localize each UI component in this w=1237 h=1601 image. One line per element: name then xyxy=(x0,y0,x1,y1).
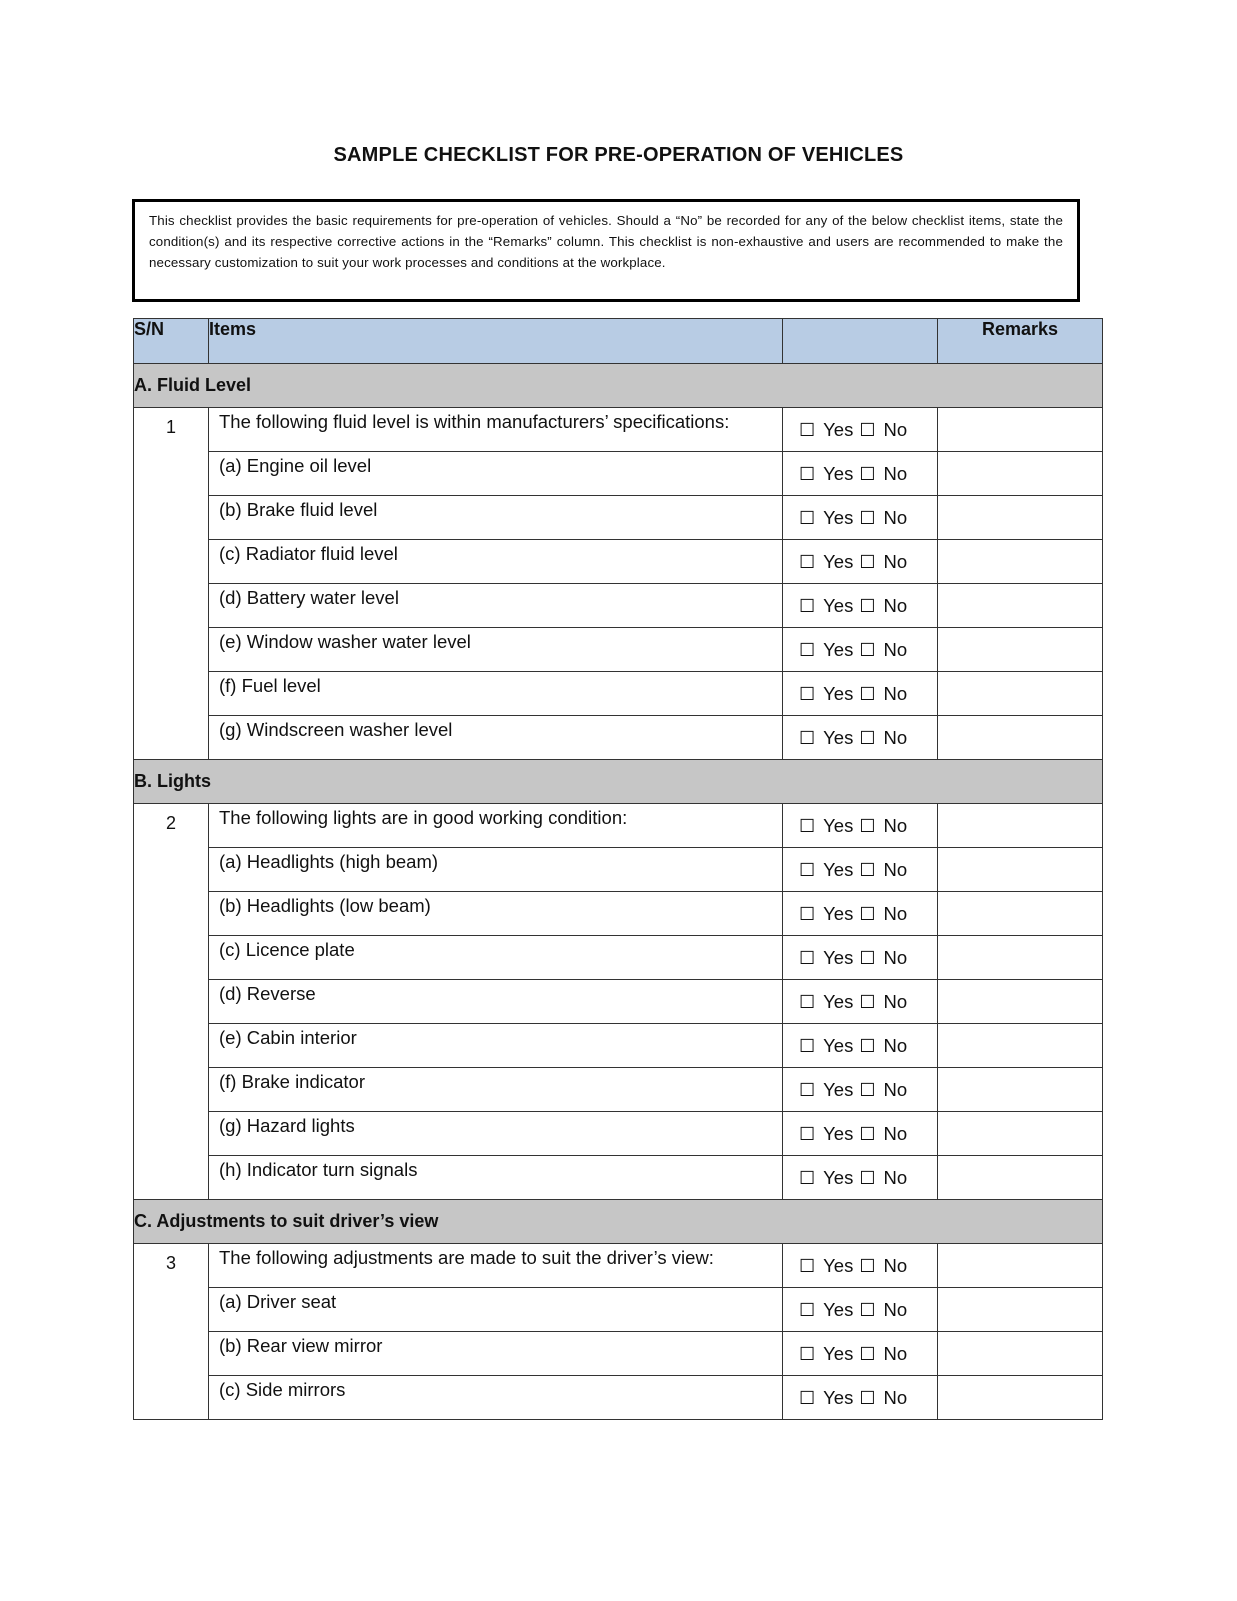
no-checkbox[interactable]: ☐ xyxy=(859,727,876,748)
yes-checkbox[interactable]: ☐ xyxy=(799,1035,816,1056)
yes-checkbox[interactable]: ☐ xyxy=(799,1387,816,1408)
item-text: (d) Reverse xyxy=(209,980,783,1024)
yes-label: Yes xyxy=(823,1298,854,1320)
no-label: No xyxy=(883,1386,908,1408)
row-number xyxy=(134,540,209,584)
item-text: (a) Engine oil level xyxy=(209,452,783,496)
yes-no-cell xyxy=(783,1112,938,1156)
yes-checkbox[interactable]: ☐ xyxy=(799,815,816,836)
yes-no-cell xyxy=(783,1244,938,1288)
table-row xyxy=(134,496,1103,540)
no-label: No xyxy=(883,1122,908,1144)
yes-no-cell xyxy=(783,804,938,848)
no-checkbox[interactable]: ☐ xyxy=(859,595,876,616)
item-text: (b) Headlights (low beam) xyxy=(209,892,783,936)
yes-no-cell xyxy=(783,540,938,584)
row-number xyxy=(134,980,209,1024)
yes-no-cell xyxy=(783,848,938,892)
no-checkbox[interactable]: ☐ xyxy=(859,551,876,572)
no-label: No xyxy=(883,682,908,704)
yes-label: Yes xyxy=(823,550,854,572)
row-number xyxy=(134,1112,209,1156)
yes-label: Yes xyxy=(823,1034,854,1056)
item-text: (c) Licence plate xyxy=(209,936,783,980)
table-row xyxy=(134,936,1103,980)
yes-label: Yes xyxy=(823,946,854,968)
no-label: No xyxy=(883,1034,908,1056)
table-row xyxy=(134,980,1103,1024)
no-label: No xyxy=(883,1166,908,1188)
yes-no-cell xyxy=(783,408,938,452)
yes-checkbox[interactable]: ☐ xyxy=(799,507,816,528)
remarks-cell[interactable] xyxy=(938,1156,1103,1200)
item-text: (c) Radiator fluid level xyxy=(209,540,783,584)
table-row xyxy=(134,716,1103,760)
yes-label: Yes xyxy=(823,638,854,660)
yes-no-cell xyxy=(783,1156,938,1200)
remarks-cell[interactable] xyxy=(938,1024,1103,1068)
row-number xyxy=(134,584,209,628)
header-check xyxy=(783,319,938,364)
no-checkbox[interactable]: ☐ xyxy=(859,991,876,1012)
remarks-cell[interactable] xyxy=(938,496,1103,540)
yes-no-cell xyxy=(783,716,938,760)
remarks-cell[interactable] xyxy=(938,716,1103,760)
yes-checkbox[interactable]: ☐ xyxy=(799,1299,816,1320)
no-label: No xyxy=(883,1342,908,1364)
table-row xyxy=(134,892,1103,936)
no-checkbox[interactable]: ☐ xyxy=(859,1387,876,1408)
item-text: (a) Headlights (high beam) xyxy=(209,848,783,892)
remarks-cell[interactable] xyxy=(938,1112,1103,1156)
yes-checkbox[interactable]: ☐ xyxy=(799,683,816,704)
yes-label: Yes xyxy=(823,1386,854,1408)
table-row xyxy=(134,540,1103,584)
remarks-cell[interactable] xyxy=(938,540,1103,584)
row-number xyxy=(134,1156,209,1200)
no-checkbox[interactable]: ☐ xyxy=(859,419,876,440)
yes-checkbox[interactable]: ☐ xyxy=(799,419,816,440)
yes-no-cell xyxy=(783,628,938,672)
no-checkbox[interactable]: ☐ xyxy=(859,683,876,704)
no-checkbox[interactable]: ☐ xyxy=(859,463,876,484)
item-text: (e) Cabin interior xyxy=(209,1024,783,1068)
yes-label: Yes xyxy=(823,1078,854,1100)
yes-checkbox[interactable]: ☐ xyxy=(799,859,816,880)
no-label: No xyxy=(883,1078,908,1100)
remarks-cell[interactable] xyxy=(938,892,1103,936)
yes-label: Yes xyxy=(823,814,854,836)
item-text: (d) Battery water level xyxy=(209,584,783,628)
row-number xyxy=(134,496,209,540)
yes-checkbox[interactable]: ☐ xyxy=(799,1255,816,1276)
remarks-cell[interactable] xyxy=(938,1376,1103,1420)
table-row xyxy=(134,1156,1103,1200)
row-number xyxy=(134,1068,209,1112)
section-title: C. Adjustments to suit driver’s view xyxy=(134,1200,1103,1244)
yes-label: Yes xyxy=(823,1254,854,1276)
table-header-row xyxy=(134,319,1103,364)
item-text: The following adjustments are made to suit the driver’s view: xyxy=(209,1244,783,1288)
no-checkbox[interactable]: ☐ xyxy=(859,1167,876,1188)
table-row xyxy=(134,628,1103,672)
no-checkbox[interactable]: ☐ xyxy=(859,1123,876,1144)
yes-label: Yes xyxy=(823,1342,854,1364)
yes-checkbox[interactable]: ☐ xyxy=(799,991,816,1012)
yes-no-cell xyxy=(783,1068,938,1112)
table-row xyxy=(134,848,1103,892)
yes-checkbox[interactable]: ☐ xyxy=(799,727,816,748)
row-number xyxy=(134,848,209,892)
yes-checkbox[interactable]: ☐ xyxy=(799,1167,816,1188)
row-number xyxy=(134,1332,209,1376)
yes-no-cell xyxy=(783,584,938,628)
item-text: (b) Rear view mirror xyxy=(209,1332,783,1376)
yes-no-cell xyxy=(783,1024,938,1068)
no-label: No xyxy=(883,638,908,660)
yes-no-cell xyxy=(783,1332,938,1376)
no-checkbox[interactable]: ☐ xyxy=(859,859,876,880)
header-sn: S/N xyxy=(134,319,209,364)
no-label: No xyxy=(883,594,908,616)
no-checkbox[interactable]: ☐ xyxy=(859,1299,876,1320)
page-title: SAMPLE CHECKLIST FOR PRE-OPERATION OF VEHICLES xyxy=(333,144,904,166)
table-row xyxy=(134,1376,1103,1420)
row-number: 1 xyxy=(134,408,209,452)
no-checkbox[interactable]: ☐ xyxy=(859,947,876,968)
yes-no-cell xyxy=(783,672,938,716)
yes-checkbox[interactable]: ☐ xyxy=(799,639,816,660)
checklist-body xyxy=(134,364,1103,1420)
yes-no-cell xyxy=(783,980,938,1024)
yes-no-cell xyxy=(783,892,938,936)
remarks-cell[interactable] xyxy=(938,408,1103,452)
row-number xyxy=(134,1024,209,1068)
remarks-cell[interactable] xyxy=(938,584,1103,628)
section-header-row xyxy=(134,1200,1103,1244)
no-checkbox[interactable]: ☐ xyxy=(859,1255,876,1276)
no-label: No xyxy=(883,946,908,968)
yes-checkbox[interactable]: ☐ xyxy=(799,463,816,484)
table-row xyxy=(134,672,1103,716)
remarks-cell[interactable] xyxy=(938,804,1103,848)
row-number xyxy=(134,672,209,716)
item-text: (e) Window washer water level xyxy=(209,628,783,672)
table-row xyxy=(134,1288,1103,1332)
no-checkbox[interactable]: ☐ xyxy=(859,507,876,528)
item-text: The following fluid level is within manufacturers’ specifications: xyxy=(209,408,783,452)
table-row xyxy=(134,452,1103,496)
yes-checkbox[interactable]: ☐ xyxy=(799,595,816,616)
row-number xyxy=(134,1376,209,1420)
yes-no-cell xyxy=(783,496,938,540)
yes-label: Yes xyxy=(823,726,854,748)
remarks-cell[interactable] xyxy=(938,1244,1103,1288)
yes-label: Yes xyxy=(823,462,854,484)
checklist-table xyxy=(133,318,1103,1420)
remarks-cell[interactable] xyxy=(938,980,1103,1024)
row-number: 2 xyxy=(134,804,209,848)
yes-label: Yes xyxy=(823,682,854,704)
section-header-row xyxy=(134,760,1103,804)
no-label: No xyxy=(883,858,908,880)
row-number xyxy=(134,892,209,936)
yes-label: Yes xyxy=(823,990,854,1012)
yes-label: Yes xyxy=(823,902,854,924)
no-label: No xyxy=(883,814,908,836)
section-header-row xyxy=(134,364,1103,408)
section-title: A. Fluid Level xyxy=(134,364,1103,408)
row-number xyxy=(134,716,209,760)
yes-label: Yes xyxy=(823,1166,854,1188)
item-text: (f) Fuel level xyxy=(209,672,783,716)
yes-checkbox[interactable]: ☐ xyxy=(799,903,816,924)
yes-checkbox[interactable]: ☐ xyxy=(799,1343,816,1364)
no-label: No xyxy=(883,418,908,440)
remarks-cell[interactable] xyxy=(938,1332,1103,1376)
item-text: The following lights are in good working condition: xyxy=(209,804,783,848)
row-number xyxy=(134,936,209,980)
no-label: No xyxy=(883,462,908,484)
yes-checkbox[interactable]: ☐ xyxy=(799,551,816,572)
no-label: No xyxy=(883,550,908,572)
remarks-cell[interactable] xyxy=(938,1068,1103,1112)
section-title: B. Lights xyxy=(134,760,1103,804)
no-label: No xyxy=(883,726,908,748)
yes-label: Yes xyxy=(823,858,854,880)
no-checkbox[interactable]: ☐ xyxy=(859,903,876,924)
table-row xyxy=(134,804,1103,848)
row-number xyxy=(134,1288,209,1332)
item-text: (b) Brake fluid level xyxy=(209,496,783,540)
no-checkbox[interactable]: ☐ xyxy=(859,639,876,660)
yes-no-cell xyxy=(783,1376,938,1420)
remarks-cell[interactable] xyxy=(938,936,1103,980)
no-checkbox[interactable]: ☐ xyxy=(859,815,876,836)
row-number: 3 xyxy=(134,1244,209,1288)
item-text: (g) Windscreen washer level xyxy=(209,716,783,760)
item-text: (h) Indicator turn signals xyxy=(209,1156,783,1200)
no-label: No xyxy=(883,1254,908,1276)
no-checkbox[interactable]: ☐ xyxy=(859,1079,876,1100)
header-remarks: Remarks xyxy=(938,319,1103,364)
table-row xyxy=(134,1112,1103,1156)
yes-checkbox[interactable]: ☐ xyxy=(799,1079,816,1100)
table-row xyxy=(134,1068,1103,1112)
remarks-cell[interactable] xyxy=(938,848,1103,892)
table-row xyxy=(134,1244,1103,1288)
remarks-cell[interactable] xyxy=(938,672,1103,716)
item-text: (f) Brake indicator xyxy=(209,1068,783,1112)
table-row xyxy=(134,584,1103,628)
no-checkbox[interactable]: ☐ xyxy=(859,1343,876,1364)
remarks-cell[interactable] xyxy=(938,628,1103,672)
remarks-cell[interactable] xyxy=(938,1288,1103,1332)
yes-label: Yes xyxy=(823,418,854,440)
table-row xyxy=(134,408,1103,452)
item-text: (a) Driver seat xyxy=(209,1288,783,1332)
intro-box: This checklist provides the basic requirements for pre-operation of vehicles. Should a “No” be recorded for any of the below checklist items, state the condition(s) and its respective corrective actions in the “Remarks” column. This checklist is non-exhaustive and users are recommended to make the necessary customization to suit your work processes and conditions at the workplace. xyxy=(132,199,1080,302)
table-row xyxy=(134,1332,1103,1376)
no-label: No xyxy=(883,902,908,924)
item-text: (g) Hazard lights xyxy=(209,1112,783,1156)
no-label: No xyxy=(883,506,908,528)
remarks-cell[interactable] xyxy=(938,452,1103,496)
yes-checkbox[interactable]: ☐ xyxy=(799,1123,816,1144)
yes-checkbox[interactable]: ☐ xyxy=(799,947,816,968)
row-number xyxy=(134,628,209,672)
yes-no-cell xyxy=(783,452,938,496)
yes-label: Yes xyxy=(823,506,854,528)
row-number xyxy=(134,452,209,496)
no-label: No xyxy=(883,990,908,1012)
yes-no-cell xyxy=(783,936,938,980)
item-text: (c) Side mirrors xyxy=(209,1376,783,1420)
table-row xyxy=(134,1024,1103,1068)
no-checkbox[interactable]: ☐ xyxy=(859,1035,876,1056)
no-label: No xyxy=(883,1298,908,1320)
yes-label: Yes xyxy=(823,594,854,616)
yes-no-cell xyxy=(783,1288,938,1332)
header-items: Items xyxy=(209,319,783,364)
yes-label: Yes xyxy=(823,1122,854,1144)
